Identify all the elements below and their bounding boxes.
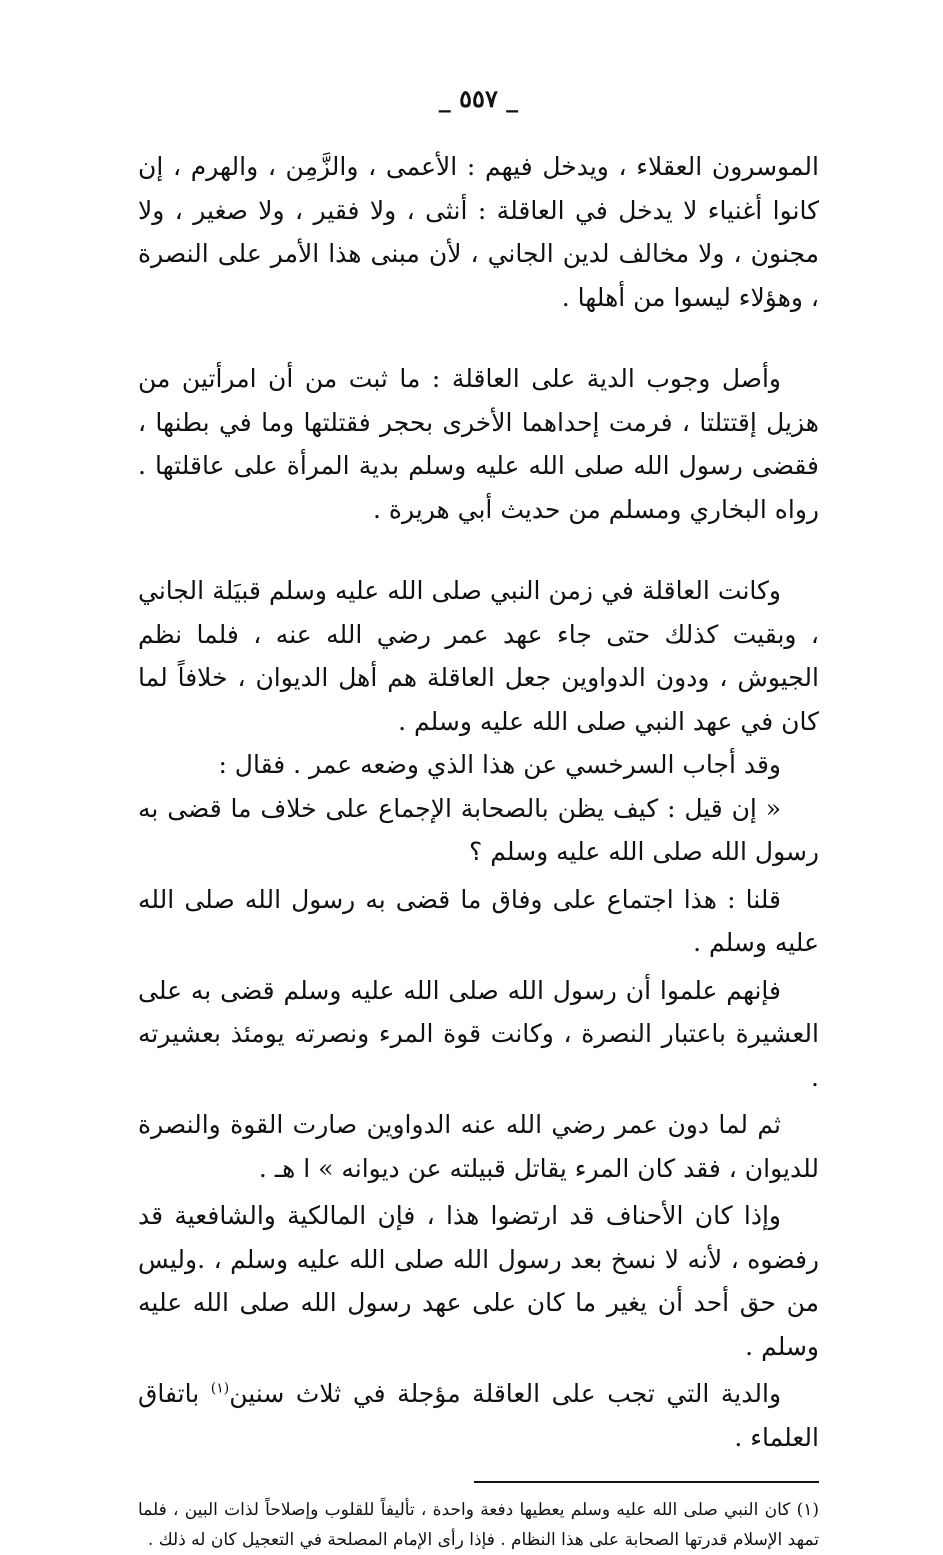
paragraph-2: وأصل وجوب الدية على العاقلة : ما ثبت من أن امرأتين من هزيل إقتتلتا ، فرمت إحداهما الأخرى بحجر فقتلتها وما في بطنها ، فقضى رسول الله صلى الله عليه وسلم بدية المرأة على عاقلتها . رواه البخاري ومسلم من حديث أبي هريرة . [138,364,819,524]
paragraph-last-end: باتفاق العلماء . [138,1379,819,1452]
paragraph-3: وكانت العاقلة في زمن النبي صلى الله عليه وسلم قبيَلة الجاني ، وبقيت كذلك حتى جاء عهد عمر رضي الله عنه ، فلما نظم الجيوش ، ودون الدواوين جعل العاقلة هم أهل الديوان ، خلافاً لما كان في عهد النبي صلى الله عليه وسلم . [138,576,819,736]
quote-reason: فإنهم علموا أن رسول الله صلى الله عليه وسلم قضى به على العشيرة باعتبار النصرة ، وكانت قوة المرء ونصرته يومئذ بعشيرته . [138,975,819,1092]
main-text [138,145,819,1459]
quote-answer: قلنا : هذا اجتماع على وفاق ما قضى به رسول الله صلى الله عليه وسلم . [138,884,819,957]
footnote: (١) كان النبي صلى الله عليه وسلم يعطيها دفعة واحدة ، تأليفاً للقلوب وإصلاحاً لذات البين ، فلما تمهد الإسلام قدرتها الصحابة على هذا النظام . فإذا رأى الإمام المصلحة في التعجيل كان له ذلك . [138,1500,819,1550]
quote-conclusion: ثم لما دون عمر رضي الله عنه الدواوين صارت القوة والنصرة للديوان ، فقد كان المرء يقاتل قبيلته عن ديوانه » ا هـ . [138,1110,819,1183]
paragraph-1: الموسرون العقلاء ، ويدخل فيهم : الأعمى ، والزَّمِن ، والهرم ، إن كانوا أغنياء لا يدخل في العاقلة : أنثى ، ولا فقير ، ولا صغير ، ولا مجنون ، ولا مخالف لدين الجاني ، لأن مبنى هذا الأمر على النصرة ، وهؤلاء ليسوا من أهلها . [138,152,819,312]
footnote-marker[interactable]: (١) [210,1380,230,1397]
quote-question: « إن قيل : كيف يظن بالصحابة الإجماع على خلاف ما قضى به رسول الله صلى الله عليه وسلم ؟ [138,793,819,866]
footnote-divider [474,1481,819,1483]
paragraph-4: وقد أجاب السرخسي عن هذا الذي وضعه عمر . فقال : [218,750,781,779]
page-number: _ ٥٥٧ _ [438,84,519,113]
paragraph-last [138,1372,819,1459]
paragraph-madhhabs: وإذا كان الأحناف قد ارتضوا هذا ، فإن المالكية والشافعية قد رفضوه ، لأنه لا نسخ بعد رسول الله صلى الله عليه وسلم ، .وليس من حق أحد أن يغير ما كان على عهد رسول الله صلى الله عليه وسلم . [138,1201,819,1361]
paragraph-last-text: والدية التي تجب على العاقلة مؤجلة في ثلاث سنين [229,1379,782,1408]
